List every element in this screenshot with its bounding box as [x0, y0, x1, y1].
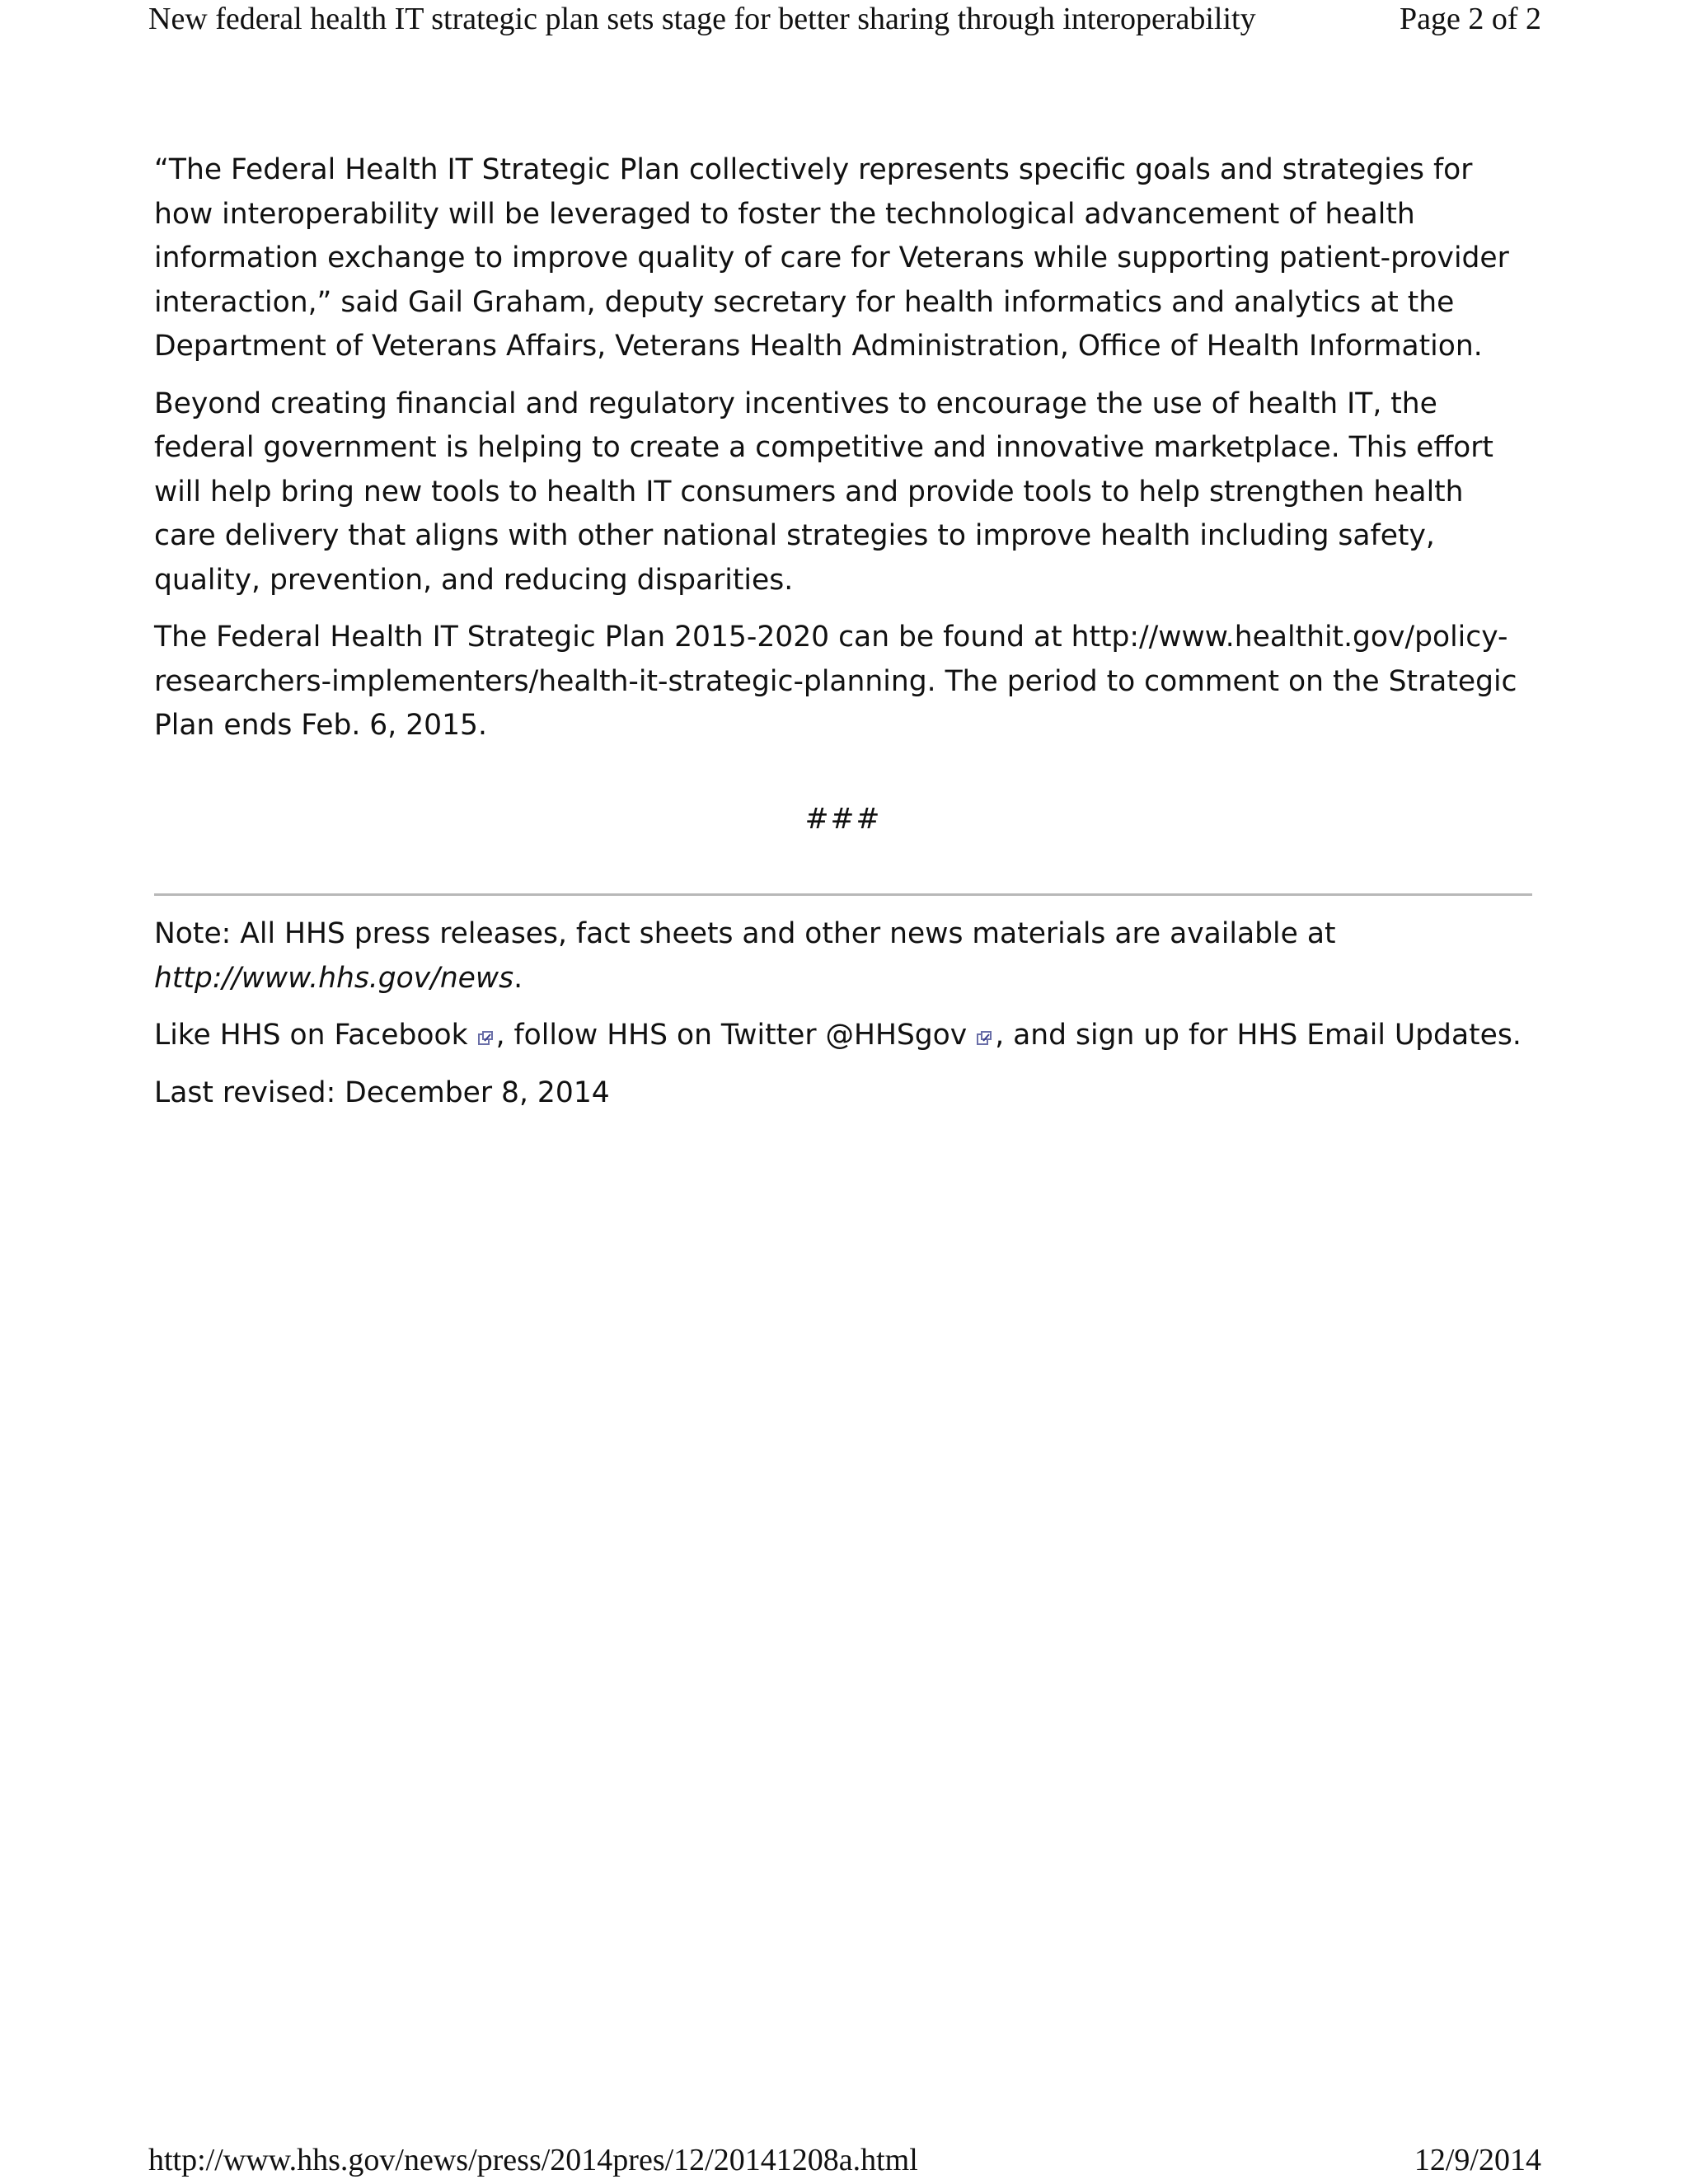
twitter-link[interactable]: Twitter @HHSgov: [720, 1019, 968, 1052]
article-body: [154, 148, 1532, 1128]
external-link-icon: [977, 1031, 992, 1046]
social-text-1: Like HHS on: [154, 1019, 335, 1052]
strategic-plan-paragraph: The Federal Health IT Strategic Plan 2015-2020 can be found at http://www.healthit.gov/policy-researchers-implementers/health-it-strategic-planning. The period to comment on the Strategic Plan ends Feb. 6, 2015.: [154, 621, 1517, 742]
quote-paragraph: “The Federal Health IT Strategic Plan collectively represents specific goals and strategies for how interoperability will be leveraged to foster the technological advancement of health information exchange to improve quality of care for Veterans while supporting patient-provider interaction,” said Gail Graham, deputy secretary for health informatics and analytics at the Department of Veterans Affairs, Veterans Health Administration, Office of Health Information.: [154, 153, 1509, 363]
print-header: [148, 0, 1541, 43]
social-paragraph: [154, 1014, 1532, 1058]
external-link-icon: [478, 1031, 493, 1046]
document-title: New federal health IT strategic plan sets stage for better sharing through interoperability: [148, 2, 1256, 36]
social-text-3: , and sign up for: [995, 1019, 1237, 1052]
note-prefix: Note: All HHS press releases, fact sheets and other news materials are available at: [154, 917, 1336, 950]
social-text-4: .: [1512, 1019, 1522, 1052]
print-date: 12/9/2014: [1414, 2143, 1541, 2177]
note-suffix: .: [513, 961, 523, 995]
hhs-news-link[interactable]: [154, 962, 513, 995]
last-revised: Last revised: December 8, 2014: [154, 1076, 610, 1109]
social-text-2: , follow HHS on: [495, 1019, 721, 1052]
facebook-link[interactable]: Facebook: [334, 1019, 468, 1052]
email-updates-link[interactable]: HHS Email Updates: [1236, 1019, 1512, 1052]
body-paragraph: Beyond creating financial and regulatory incentives to encourage the use of health IT, the federal government is helping to create a competitive and innovative marketplace. This effort will help bring new tools to health IT consumers and provide tools to help strengthen health care delivery that aligns with other national strategies to improve health including safety, quality, prevention, and reducing disparities.: [154, 387, 1493, 597]
divider: [154, 893, 1532, 896]
hhs-news-link-text: http://www.hhs.gov/news: [154, 961, 514, 995]
page-number: Page 2 of 2: [1399, 2, 1541, 36]
print-footer: [148, 2141, 1541, 2184]
end-mark: ###: [804, 802, 882, 836]
page-url: http://www.hhs.gov/news/press/2014pres/12/20141208a.html: [148, 2143, 918, 2177]
note-paragraph: [154, 912, 1532, 1001]
